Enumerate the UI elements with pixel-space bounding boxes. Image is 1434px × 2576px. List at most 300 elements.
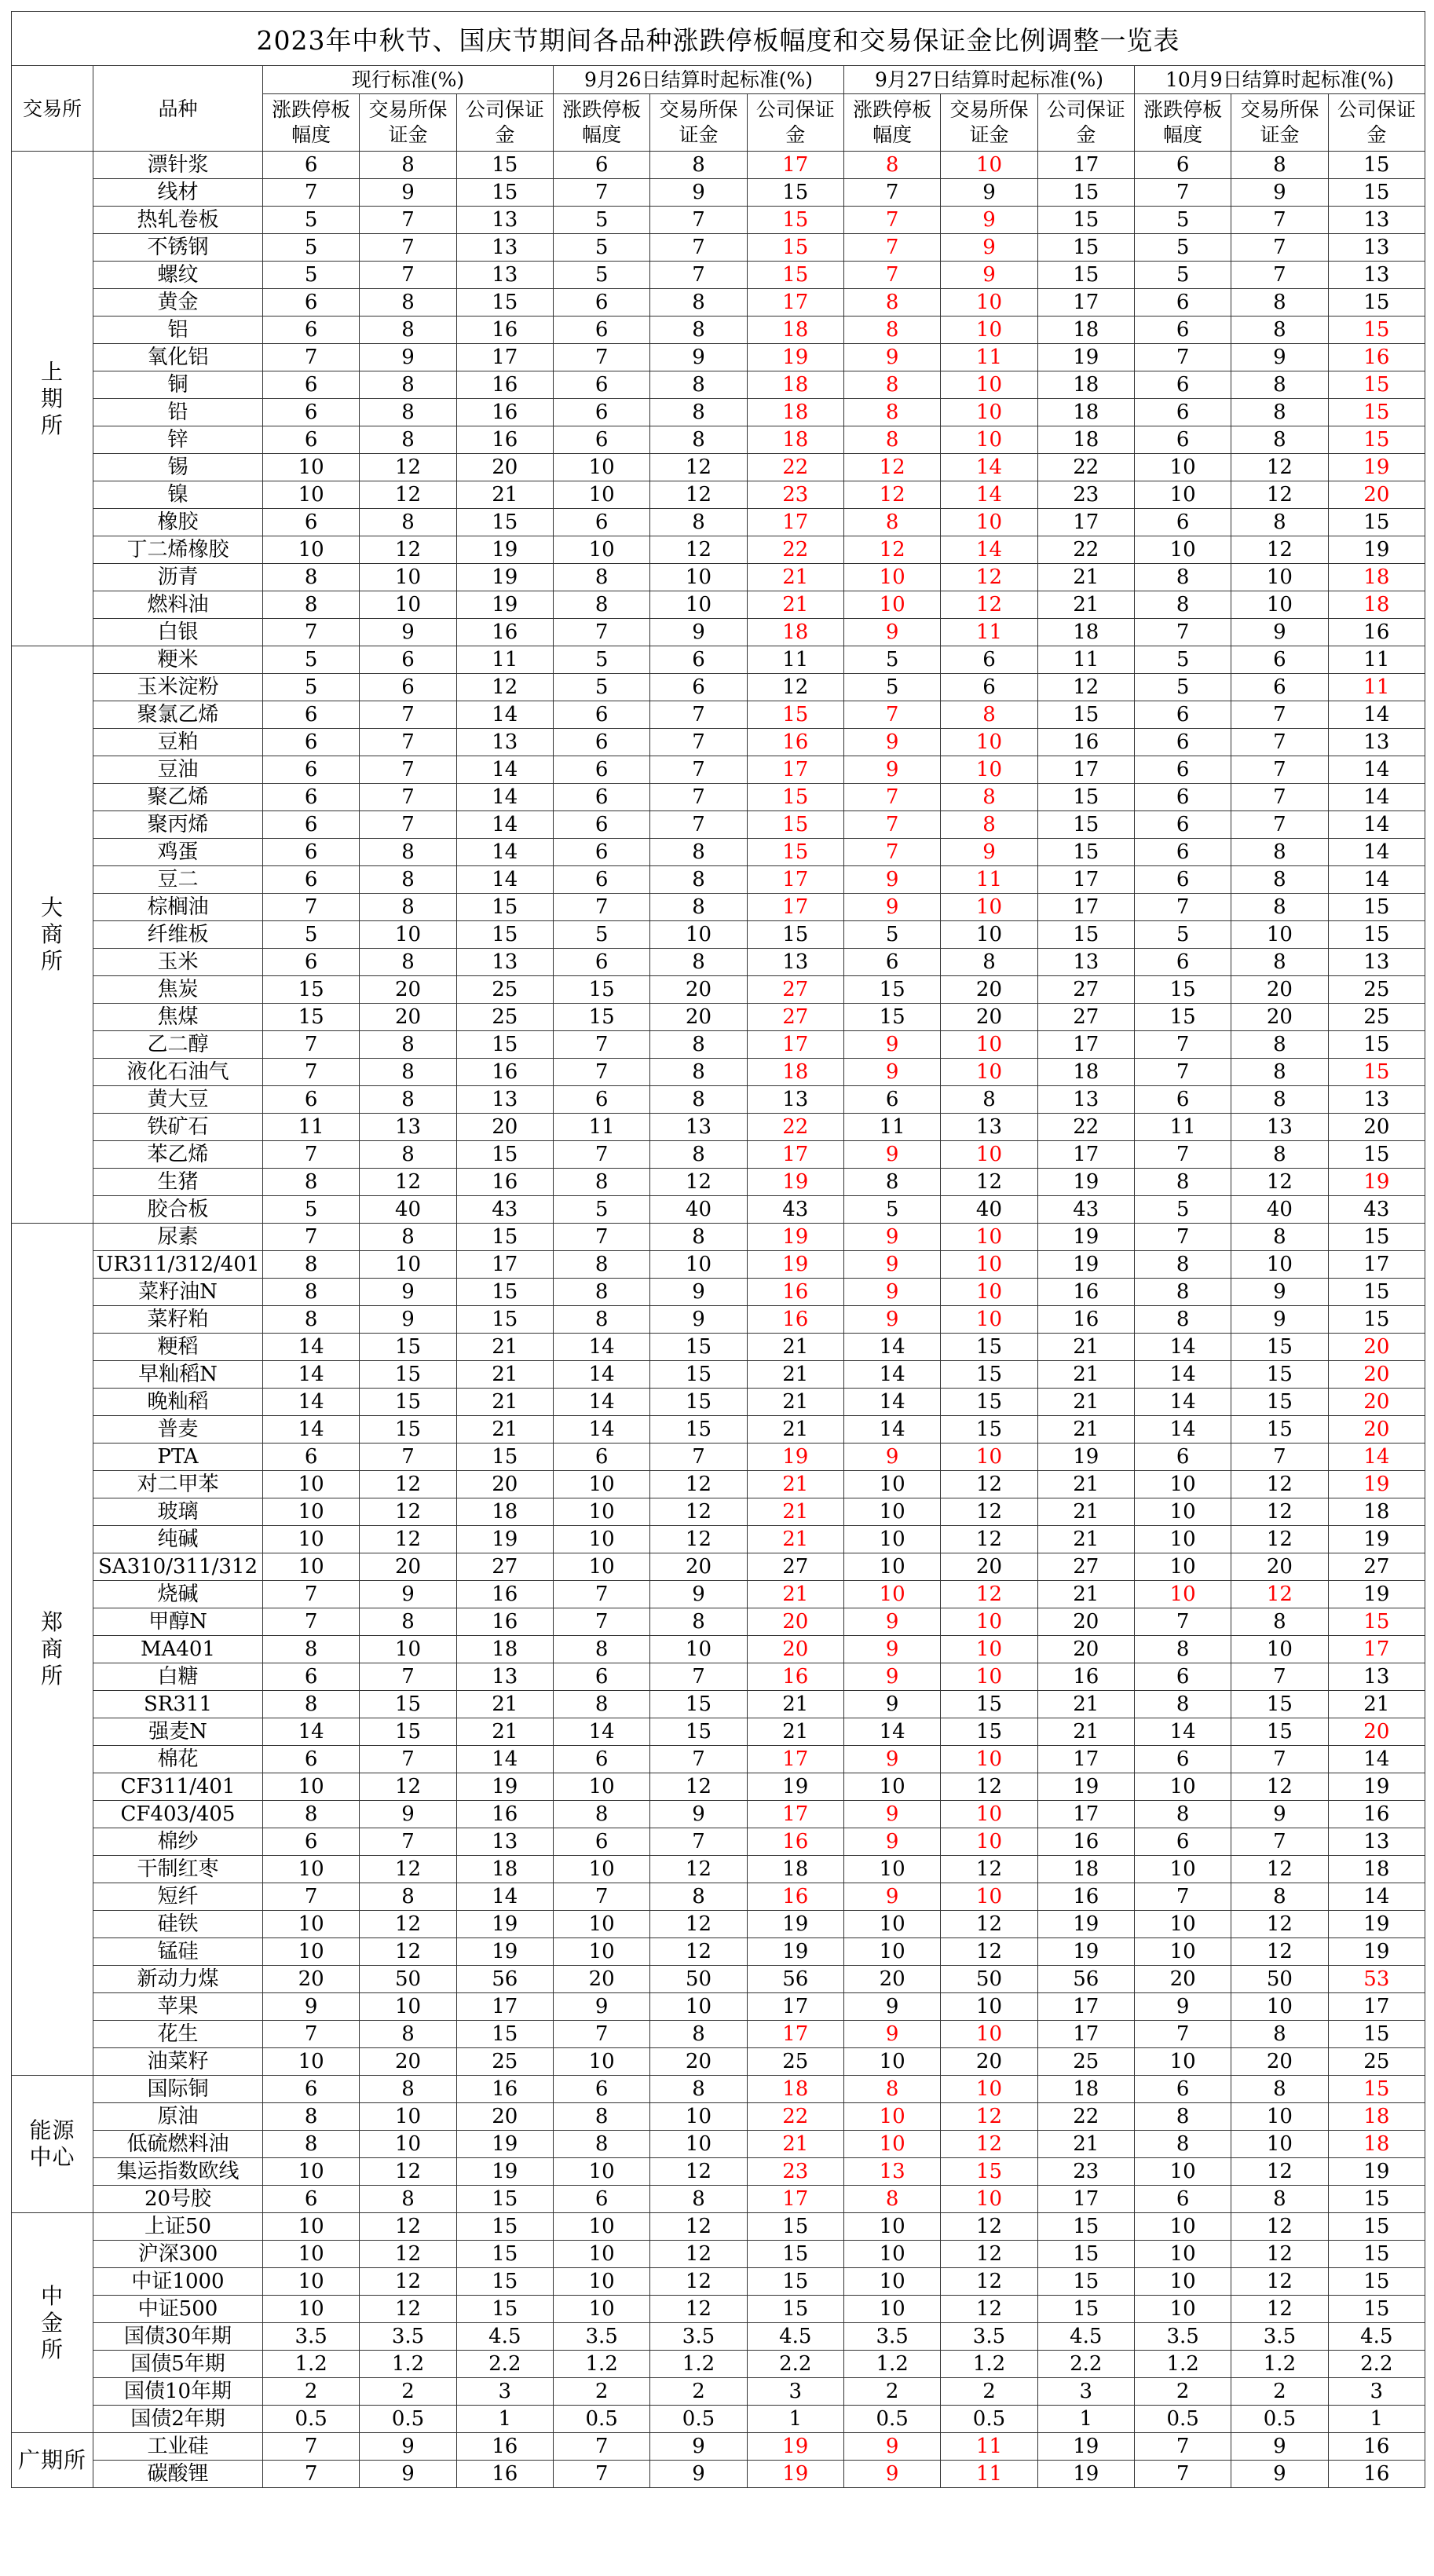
value-cell: 15 [941, 1416, 1037, 1444]
value-cell: 25 [1037, 2048, 1134, 2076]
table-row [12, 2158, 1425, 2186]
value-cell: 8 [1231, 2021, 1328, 2048]
product-cell: 镍 [93, 481, 263, 509]
value-cell: 6 [263, 2186, 360, 2213]
value-cell: 20 [456, 1471, 553, 1498]
table-row [12, 2021, 1425, 2048]
value-cell: 17 [747, 1141, 843, 1169]
value-cell: 10 [941, 1746, 1037, 1773]
value-cell: 8 [1231, 371, 1328, 399]
table-row [12, 674, 1425, 701]
value-cell: 1 [456, 2406, 553, 2433]
table-row [12, 289, 1425, 317]
value-cell: 8 [650, 289, 747, 317]
value-cell: 15 [360, 1718, 456, 1746]
value-cell: 19 [1037, 1444, 1134, 1471]
value-cell: 10 [1231, 564, 1328, 591]
value-cell: 21 [747, 564, 843, 591]
table-row [12, 426, 1425, 454]
value-cell: 15 [1134, 976, 1231, 1004]
value-cell: 21 [456, 1416, 553, 1444]
value-cell: 13 [456, 1086, 553, 1114]
value-cell: 15 [747, 179, 843, 207]
value-cell: 8 [263, 1251, 360, 1279]
value-cell: 15 [747, 784, 843, 811]
value-cell: 15 [1328, 179, 1425, 207]
table-row [12, 1334, 1425, 1361]
value-cell: 15 [456, 1279, 553, 1306]
value-cell: 9 [843, 1828, 940, 1856]
value-cell: 2.2 [1037, 2351, 1134, 2378]
value-cell: 16 [456, 1608, 553, 1636]
value-cell: 20 [747, 1608, 843, 1636]
value-cell: 10 [941, 1636, 1037, 1663]
table-row [12, 866, 1425, 894]
value-cell: 17 [1328, 1636, 1425, 1663]
value-cell: 12 [941, 1856, 1037, 1883]
product-cell: 黄大豆 [93, 1086, 263, 1114]
table-row [12, 1526, 1425, 1553]
value-cell: 9 [843, 1444, 940, 1471]
value-cell: 12 [360, 2241, 456, 2268]
value-cell: 15 [747, 701, 843, 729]
value-cell: 22 [1037, 454, 1134, 481]
value-cell: 25 [456, 1004, 553, 1031]
value-cell: 7 [553, 1141, 649, 1169]
value-cell: 9 [650, 2461, 747, 2488]
value-cell: 12 [1231, 454, 1328, 481]
header-exchange-margin: 交易所保证金 [650, 94, 747, 152]
value-cell: 9 [1231, 2433, 1328, 2461]
value-cell: 56 [456, 1966, 553, 1993]
value-cell: 10 [1134, 2241, 1231, 2268]
value-cell: 15 [1231, 1691, 1328, 1718]
value-cell: 8 [263, 1306, 360, 1334]
value-cell: 11 [1037, 646, 1134, 674]
value-cell: 27 [1037, 976, 1134, 1004]
value-cell: 9 [1231, 1279, 1328, 1306]
value-cell: 23 [747, 481, 843, 509]
value-cell: 19 [1037, 1938, 1134, 1966]
value-cell: 10 [1134, 2213, 1231, 2241]
value-cell: 5 [1134, 921, 1231, 949]
value-cell: 12 [650, 2241, 747, 2268]
value-cell: 19 [1328, 1471, 1425, 1498]
value-cell: 21 [1037, 1691, 1134, 1718]
value-cell: 7 [1231, 207, 1328, 234]
value-cell: 8 [650, 894, 747, 921]
value-cell: 7 [360, 1444, 456, 1471]
value-cell: 8 [263, 564, 360, 591]
value-cell: 10 [263, 1498, 360, 1526]
value-cell: 3.5 [650, 2323, 747, 2351]
value-cell: 17 [1037, 756, 1134, 784]
value-cell: 6 [263, 839, 360, 866]
value-cell: 8 [650, 426, 747, 454]
value-cell: 6 [1134, 784, 1231, 811]
value-cell: 10 [843, 564, 940, 591]
value-cell: 40 [941, 1196, 1037, 1224]
product-cell: 螺纹 [93, 262, 263, 289]
value-cell: 7 [843, 262, 940, 289]
value-cell: 9 [843, 1279, 940, 1306]
value-cell: 7 [843, 811, 940, 839]
value-cell: 10 [1134, 1498, 1231, 1526]
product-cell: 晚籼稻 [93, 1389, 263, 1416]
value-cell: 16 [1328, 2433, 1425, 2461]
value-cell: 10 [843, 2131, 940, 2158]
table-body [12, 152, 1425, 2488]
value-cell: 21 [747, 2131, 843, 2158]
value-cell: 19 [747, 1224, 843, 1251]
header-limit: 涨跌停板幅度 [263, 94, 360, 152]
value-cell: 10 [1134, 2048, 1231, 2076]
value-cell: 7 [553, 179, 649, 207]
value-cell: 8 [263, 1279, 360, 1306]
table-row [12, 1718, 1425, 1746]
value-cell: 15 [1328, 2213, 1425, 2241]
value-cell: 10 [263, 2241, 360, 2268]
value-cell: 10 [263, 481, 360, 509]
value-cell: 17 [747, 289, 843, 317]
product-cell: 集运指数欧线 [93, 2158, 263, 2186]
value-cell: 8 [1231, 949, 1328, 976]
value-cell: 22 [747, 454, 843, 481]
value-cell: 12 [650, 1169, 747, 1196]
table-row [12, 2433, 1425, 2461]
value-cell: 17 [456, 1251, 553, 1279]
value-cell: 10 [941, 1251, 1037, 1279]
value-cell: 5 [263, 646, 360, 674]
value-cell: 6 [553, 949, 649, 976]
value-cell: 15 [1328, 426, 1425, 454]
product-cell: 20号胶 [93, 2186, 263, 2213]
value-cell: 17 [747, 1031, 843, 1059]
value-cell: 16 [456, 1581, 553, 1608]
value-cell: 9 [941, 234, 1037, 262]
value-cell: 11 [263, 1114, 360, 1141]
value-cell: 8 [1231, 426, 1328, 454]
value-cell: 12 [1037, 674, 1134, 701]
value-cell: 10 [360, 2103, 456, 2131]
value-cell: 19 [456, 536, 553, 564]
value-cell: 10 [941, 1883, 1037, 1911]
value-cell: 14 [1134, 1361, 1231, 1389]
value-cell: 7 [843, 701, 940, 729]
value-cell: 10 [263, 454, 360, 481]
value-cell: 21 [1037, 1498, 1134, 1526]
value-cell: 12 [360, 536, 456, 564]
header-company-margin: 公司保证金 [1328, 94, 1425, 152]
value-cell: 15 [1328, 152, 1425, 179]
product-cell: 菜籽油N [93, 1279, 263, 1306]
value-cell: 27 [747, 1553, 843, 1581]
table-row [12, 1224, 1425, 1251]
value-cell: 5 [553, 921, 649, 949]
value-cell: 9 [843, 1306, 940, 1334]
value-cell: 7 [843, 207, 940, 234]
product-cell: 纤维板 [93, 921, 263, 949]
value-cell: 8 [1231, 1224, 1328, 1251]
value-cell: 16 [456, 399, 553, 426]
value-cell: 7 [650, 701, 747, 729]
value-cell: 21 [747, 1581, 843, 1608]
value-cell: 9 [650, 619, 747, 646]
header-exchange-margin: 交易所保证金 [360, 94, 456, 152]
value-cell: 20 [456, 2103, 553, 2131]
value-cell: 5 [1134, 262, 1231, 289]
value-cell: 10 [843, 1938, 940, 1966]
value-cell: 18 [747, 619, 843, 646]
value-cell: 6 [553, 152, 649, 179]
value-cell: 18 [1328, 2103, 1425, 2131]
value-cell: 6 [1231, 646, 1328, 674]
value-cell: 27 [747, 1004, 843, 1031]
value-cell: 9 [360, 179, 456, 207]
value-cell: 13 [456, 1828, 553, 1856]
value-cell: 8 [650, 1031, 747, 1059]
value-cell: 19 [1328, 454, 1425, 481]
value-cell: 6 [1134, 1663, 1231, 1691]
value-cell: 12 [941, 1581, 1037, 1608]
value-cell: 10 [941, 1141, 1037, 1169]
value-cell: 15 [747, 234, 843, 262]
exchange-cell: 上 期 所 [12, 152, 93, 646]
value-cell: 17 [456, 1993, 553, 2021]
value-cell: 8 [553, 2103, 649, 2131]
value-cell: 12 [843, 454, 940, 481]
value-cell: 12 [360, 1169, 456, 1196]
value-cell: 10 [1231, 2131, 1328, 2158]
header-company-margin: 公司保证金 [456, 94, 553, 152]
value-cell: 13 [456, 729, 553, 756]
value-cell: 23 [1037, 481, 1134, 509]
value-cell: 25 [456, 976, 553, 1004]
value-cell: 13 [1328, 207, 1425, 234]
value-cell: 15 [263, 976, 360, 1004]
value-cell: 12 [941, 2103, 1037, 2131]
product-cell: 棉花 [93, 1746, 263, 1773]
value-cell: 6 [1134, 2076, 1231, 2103]
value-cell: 10 [1134, 1553, 1231, 1581]
value-cell: 8 [1134, 2131, 1231, 2158]
value-cell: 8 [941, 701, 1037, 729]
value-cell: 8 [360, 2186, 456, 2213]
value-cell: 10 [1231, 1993, 1328, 2021]
value-cell: 19 [747, 1773, 843, 1801]
value-cell: 10 [941, 509, 1037, 536]
table-row [12, 207, 1425, 234]
value-cell: 1.2 [360, 2351, 456, 2378]
product-cell: 短纤 [93, 1883, 263, 1911]
value-cell: 15 [360, 1389, 456, 1416]
value-cell: 14 [456, 756, 553, 784]
value-cell: 12 [1231, 536, 1328, 564]
value-cell: 8 [1231, 1608, 1328, 1636]
value-cell: 7 [650, 756, 747, 784]
value-cell: 12 [1231, 1498, 1328, 1526]
value-cell: 7 [650, 1663, 747, 1691]
value-cell: 13 [1037, 1086, 1134, 1114]
value-cell: 10 [941, 152, 1037, 179]
value-cell: 21 [1037, 591, 1134, 619]
value-cell: 15 [1231, 1718, 1328, 1746]
table-row [12, 1746, 1425, 1773]
value-cell: 16 [456, 2076, 553, 2103]
value-cell: 20 [360, 976, 456, 1004]
value-cell: 7 [650, 1746, 747, 1773]
value-cell: 18 [1037, 371, 1134, 399]
value-cell: 12 [1231, 1773, 1328, 1801]
value-cell: 12 [941, 1773, 1037, 1801]
table-row [12, 509, 1425, 536]
value-cell: 18 [1037, 399, 1134, 426]
value-cell: 15 [553, 1004, 649, 1031]
value-cell: 1 [1037, 2406, 1134, 2433]
value-cell: 10 [263, 2296, 360, 2323]
value-cell: 7 [263, 2433, 360, 2461]
value-cell: 17 [1328, 1251, 1425, 1279]
value-cell: 19 [456, 2158, 553, 2186]
value-cell: 25 [747, 2048, 843, 2076]
value-cell: 7 [1134, 619, 1231, 646]
product-cell: 甲醇N [93, 1608, 263, 1636]
table-row [12, 371, 1425, 399]
value-cell: 8 [553, 1801, 649, 1828]
value-cell: 12 [360, 1938, 456, 1966]
value-cell: 10 [650, 564, 747, 591]
value-cell: 0.5 [360, 2406, 456, 2433]
value-cell: 12 [650, 1773, 747, 1801]
value-cell: 6 [553, 811, 649, 839]
product-cell: 早籼稻N [93, 1361, 263, 1389]
value-cell: 50 [1231, 1966, 1328, 1993]
table-row [12, 2048, 1425, 2076]
value-cell: 2 [843, 2378, 940, 2406]
value-cell: 12 [1231, 2296, 1328, 2323]
value-cell: 12 [941, 2268, 1037, 2296]
value-cell: 10 [1134, 1471, 1231, 1498]
value-cell: 8 [553, 1691, 649, 1718]
value-cell: 6 [553, 1086, 649, 1114]
value-cell: 7 [263, 1883, 360, 1911]
value-cell: 15 [843, 976, 940, 1004]
value-cell: 16 [1037, 1663, 1134, 1691]
value-cell: 21 [1037, 2131, 1134, 2158]
value-cell: 14 [1134, 1416, 1231, 1444]
value-cell: 5 [843, 1196, 940, 1224]
value-cell: 10 [263, 1553, 360, 1581]
value-cell: 20 [650, 2048, 747, 2076]
value-cell: 10 [263, 1938, 360, 1966]
value-cell: 14 [553, 1334, 649, 1361]
value-cell: 7 [843, 839, 940, 866]
product-cell: 油菜籽 [93, 2048, 263, 2076]
value-cell: 3.5 [941, 2323, 1037, 2351]
value-cell: 16 [1037, 1828, 1134, 1856]
value-cell: 15 [941, 1691, 1037, 1718]
value-cell: 14 [1134, 1718, 1231, 1746]
header-product: 品种 [93, 66, 263, 152]
value-cell: 13 [1328, 262, 1425, 289]
exchange-cell: 郑 商 所 [12, 1224, 93, 2076]
value-cell: 21 [747, 1691, 843, 1718]
value-cell: 19 [1037, 1911, 1134, 1938]
value-cell: 6 [263, 729, 360, 756]
header-group-oct9: 10月9日结算时起标准(%) [1134, 66, 1425, 94]
value-cell: 1.2 [650, 2351, 747, 2378]
table-row [12, 701, 1425, 729]
value-cell: 15 [1037, 921, 1134, 949]
product-cell: 豆油 [93, 756, 263, 784]
value-cell: 8 [360, 1224, 456, 1251]
table-row [12, 2103, 1425, 2131]
value-cell: 16 [747, 1883, 843, 1911]
value-cell: 14 [553, 1361, 649, 1389]
value-cell: 6 [1134, 949, 1231, 976]
value-cell: 7 [650, 262, 747, 289]
table-row [12, 1444, 1425, 1471]
table-row [12, 921, 1425, 949]
value-cell: 7 [553, 2021, 649, 2048]
value-cell: 20 [1328, 1389, 1425, 1416]
value-cell: 7 [1134, 1608, 1231, 1636]
value-cell: 7 [360, 1746, 456, 1773]
value-cell: 5 [553, 1196, 649, 1224]
value-cell: 20 [1231, 1004, 1328, 1031]
product-cell: 上证50 [93, 2213, 263, 2241]
value-cell: 8 [360, 949, 456, 976]
value-cell: 5 [1134, 674, 1231, 701]
value-cell: 15 [1037, 784, 1134, 811]
product-cell: 碳酸锂 [93, 2461, 263, 2488]
value-cell: 12 [650, 2158, 747, 2186]
value-cell: 6 [263, 949, 360, 976]
value-cell: 10 [1134, 2268, 1231, 2296]
product-cell: 橡胶 [93, 509, 263, 536]
value-cell: 9 [843, 1059, 940, 1086]
value-cell: 18 [1037, 2076, 1134, 2103]
table-row [12, 784, 1425, 811]
value-cell: 21 [456, 1334, 553, 1361]
table-row [12, 1608, 1425, 1636]
value-cell: 15 [1037, 262, 1134, 289]
value-cell: 21 [1037, 564, 1134, 591]
value-cell: 1.2 [1134, 2351, 1231, 2378]
value-cell: 19 [1037, 1169, 1134, 1196]
value-cell: 19 [1328, 1911, 1425, 1938]
product-cell: 铁矿石 [93, 1114, 263, 1141]
product-cell: 线材 [93, 179, 263, 207]
value-cell: 15 [1328, 2021, 1425, 2048]
value-cell: 14 [456, 1883, 553, 1911]
value-cell: 5 [553, 234, 649, 262]
value-cell: 17 [1037, 1801, 1134, 1828]
value-cell: 12 [1231, 481, 1328, 509]
value-cell: 10 [360, 591, 456, 619]
value-cell: 7 [263, 1224, 360, 1251]
value-cell: 12 [360, 1911, 456, 1938]
value-cell: 12 [747, 674, 843, 701]
value-cell: 13 [1231, 1114, 1328, 1141]
value-cell: 5 [263, 1196, 360, 1224]
value-cell: 15 [650, 1718, 747, 1746]
value-cell: 19 [1328, 1581, 1425, 1608]
value-cell: 18 [747, 426, 843, 454]
header-group-sep26: 9月26日结算时起标准(%) [553, 66, 843, 94]
value-cell: 6 [1134, 839, 1231, 866]
value-cell: 15 [1328, 2186, 1425, 2213]
